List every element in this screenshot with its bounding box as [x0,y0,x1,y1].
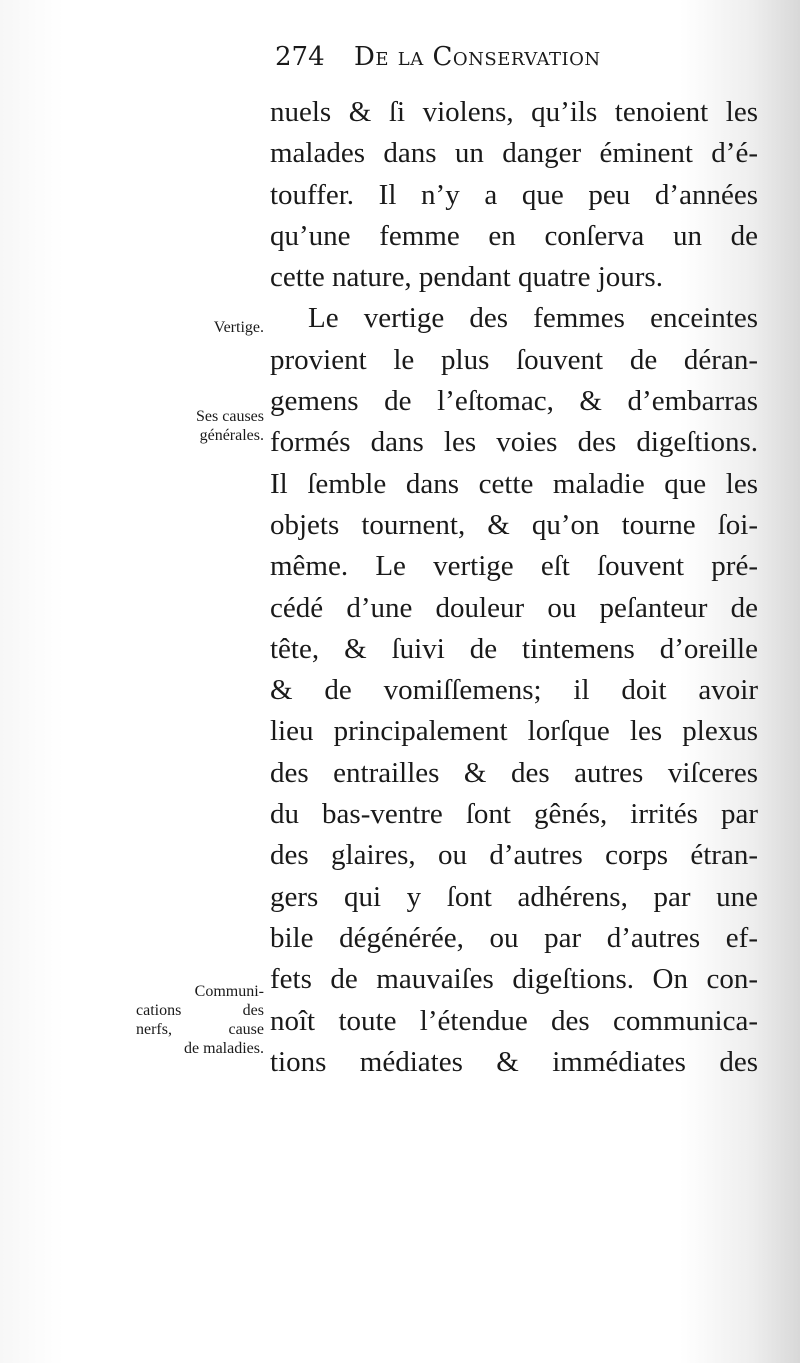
text-line: malades dans un danger éminent d’é- [270,137,758,170]
text-line: formés dans les voies des digeſtions. [270,426,758,459]
text-line: cette nature, pendant quatre jours. [270,261,663,294]
margin-note-line: Vertige. [213,319,264,336]
margin-note-line: Communi- [194,983,264,1000]
margin-note-line: nerfs, cause [136,1021,264,1038]
margin-note-causes [196,407,264,445]
text-line: tions médiates & immédiates des [270,1045,758,1078]
margin-note-line: générales. [199,427,264,444]
text-line: fets de mauvaiſes digeſtions. On con- [270,963,758,996]
text-line: gemens de l’eſtomac, & d’embarras [270,385,758,418]
text-line: & de vomiſſemens; il doit avoir [270,674,758,707]
text-line: même. Le vertige eſt ſouvent pré- [270,550,758,583]
page-number: 274 [275,42,325,72]
margin-note-line: cations des [136,1002,264,1019]
margin-note-vertige [214,318,264,337]
text-line: des glaires, ou d’autres corps étran- [270,839,758,872]
page-header [270,38,770,86]
text-line: qu’une femme en conſerva un de [270,219,758,252]
margin-notes [130,0,270,1363]
text-line: cédé d’une douleur ou peſanteur de [270,591,758,624]
margin-note-nerfs [136,982,264,1058]
text-line: provient le plus ſouvent de déran- [270,343,758,376]
text-line: Le vertige des femmes enceintes [308,302,758,335]
text-line: du bas-ventre ſont gênés, irrités par [270,798,758,831]
text-line: tête, & ſuivi de tintemens d’oreille [270,632,758,665]
margin-note-line: de maladies. [184,1040,264,1057]
text-line: touffer. Il n’y a que peu d’années [270,178,758,211]
running-title: De la Conservation [354,42,601,72]
margin-note-line: Ses causes [196,408,264,425]
text-line: nuels & ſi violens, qu’ils tenoient les [270,96,758,128]
text-line: gers qui y ſont adhérens, par une [270,880,758,913]
text-line: bile dégénérée, ou par d’autres ef- [270,921,758,954]
text-line: des entrailles & des autres viſceres [270,756,758,789]
text-line: noît toute l’étendue des communica- [270,1004,758,1037]
text-line: lieu principalement lorſque les plexus [270,715,758,748]
text-line: objets tournent, & qu’on tourne ſoi- [270,508,758,541]
text-line: Il ſemble dans cette maladie que les [270,467,758,500]
body-text [270,92,758,1083]
